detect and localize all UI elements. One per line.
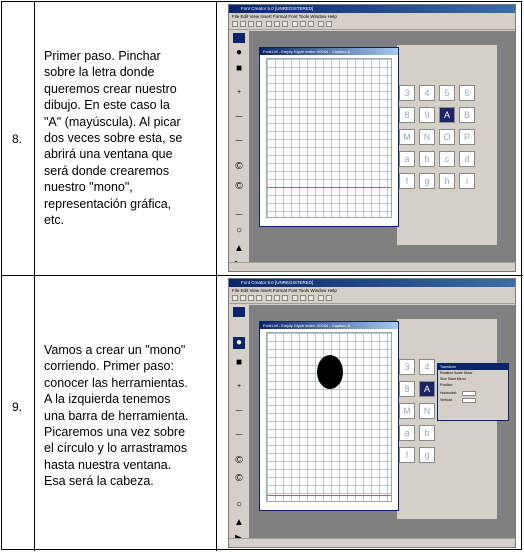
transform-dialog [437, 363, 509, 421]
dialog-section-label: Position [440, 383, 453, 387]
glyph-cell[interactable]: M [399, 403, 415, 419]
circle-tool-icon: ○ [235, 499, 243, 510]
circle-tool-icon: ○ [235, 225, 243, 236]
tab-scale[interactable]: Scale [454, 371, 463, 375]
tab-size[interactable]: Size [440, 377, 447, 381]
plus-tool-icon: + [236, 383, 242, 390]
glyph-cell[interactable]: 8 [399, 381, 415, 397]
glyph-cell[interactable]: h [439, 173, 455, 189]
number-column-divider [34, 2, 35, 551]
glyph-cell[interactable]: g [419, 173, 435, 189]
head-circle-shape[interactable] [317, 355, 343, 389]
tab-rotation[interactable]: Rotation [440, 371, 454, 375]
glyph-cell[interactable]: N [419, 403, 435, 419]
row-divider [2, 275, 523, 276]
registered-tool-icon: © [235, 473, 243, 484]
app-titlebar [229, 5, 515, 13]
toolbar [229, 294, 515, 304]
triangle-tool-icon: ▲ [234, 517, 244, 528]
glyph-cell[interactable]: d [459, 151, 475, 167]
glyph-window-titlebar [260, 322, 398, 329]
glyph-cell[interactable]: a [399, 425, 415, 441]
glyph-window-title: Font1.ttf - Empty Glyph index: 00034 - Caption: A [263, 323, 351, 328]
glyph-cell[interactable]: 4 [419, 85, 435, 101]
glyph-cell-selected[interactable]: A [419, 381, 435, 397]
workspace [249, 31, 515, 263]
status-bar [229, 538, 515, 547]
glyph-cell[interactable]: b [419, 425, 435, 441]
drawing-toolbar [231, 31, 247, 263]
ellipse-tool-icon[interactable]: ● [233, 337, 245, 349]
app-titlebar [229, 279, 515, 287]
menu-items: File Edit View Insert Format Font Tools Window Help [232, 288, 337, 293]
dialog-tabs-row-1 [440, 371, 506, 376]
drawing-toolbar [231, 305, 247, 539]
tab-mirror[interactable]: Mirror [456, 377, 466, 381]
copyright-tool-icon: © [235, 455, 243, 466]
glyph-cell[interactable]: b [419, 151, 435, 167]
vertical-label: Vertical: [440, 398, 453, 402]
menu-bar [229, 287, 515, 294]
tool-select-icon [233, 33, 245, 43]
line-tool-icon: — [235, 113, 243, 120]
menu-items: File Edit View Insert Format Font Tools Window Help [232, 14, 337, 19]
step-number: 9. [12, 400, 23, 414]
toolbar [229, 20, 515, 30]
step-description: Primer paso. Pinchar sobre la letra donde queremos crear nuestro dibujo. En este caso la "A" (mayúscula). Al picar dos veces sobre esta, se abrirá una ventana que será donde crearemos nuestro "mono", representación gráfica, etc. [44, 49, 183, 228]
horizontal-label: Horizontal: [440, 391, 457, 395]
dialog-titlebar [438, 364, 508, 370]
glyph-cell[interactable]: B [459, 107, 475, 123]
glyph-cell[interactable]: 4 [419, 359, 435, 375]
glyph-edit-window [259, 47, 399, 227]
glyph-cell[interactable]: 3 [399, 359, 415, 375]
ellipse-tool-icon: ● [235, 47, 243, 58]
dialog-title: Transform [440, 365, 456, 369]
status-bar [229, 262, 515, 271]
glyph-window-title: Font1.ttf - Empty Glyph index: 00034 - Caption: A [263, 49, 351, 54]
step-number: 8. [12, 132, 23, 146]
copyright-tool-icon: © [235, 161, 243, 172]
glyph-cell[interactable]: 8 [399, 107, 415, 123]
plus-tool-icon: + [236, 89, 242, 96]
registered-tool-icon: © [235, 181, 243, 192]
glyph-cell[interactable]: N [419, 129, 435, 145]
minus-tool-icon: — [235, 137, 243, 144]
rectangle-tool-icon: ■ [235, 357, 243, 368]
glyph-cell[interactable]: f [399, 173, 415, 189]
rectangle-tool-icon: ■ [235, 63, 243, 74]
app-title: Font Creator 5.0 [UNREGISTERED] [241, 6, 314, 11]
glyph-cell[interactable]: f [399, 447, 415, 463]
line-tool-icon: — [235, 407, 243, 414]
tool-select-icon [233, 307, 245, 317]
screenshot-step-8 [228, 4, 516, 272]
glyph-cell[interactable]: P [459, 129, 475, 145]
step-description: Vamos a crear un "mono" corriendo. Primer paso: conocer las herramientas. A la izquierda tenemos una barra de herramienta. Picaremos una vez sobre el círculo y lo arrastramos hasta nuestra ventana. Esa será la cabeza. [44, 343, 189, 489]
character-map [397, 45, 497, 245]
glyph-cell[interactable]: a [399, 151, 415, 167]
glyph-cell-selected[interactable]: A [439, 107, 455, 123]
vertical-field[interactable] [462, 398, 476, 403]
glyph-cell[interactable]: 6 [459, 85, 475, 101]
tab-skew[interactable]: Skew [463, 371, 473, 375]
glyph-cell[interactable]: 5 [439, 85, 455, 101]
glyph-grid[interactable] [266, 58, 392, 218]
glyph-cell[interactable]: O [439, 129, 455, 145]
baseline-guide [267, 495, 391, 496]
horizontal-field[interactable] [462, 391, 476, 396]
glyph-window-titlebar [260, 48, 398, 55]
glyph-cell[interactable]: c [439, 151, 455, 167]
screenshot-step-9 [228, 278, 516, 548]
line-tool-icon: — [235, 211, 243, 218]
glyph-cell[interactable]: i [459, 173, 475, 189]
glyph-cell[interactable]: 3 [399, 85, 415, 101]
menu-bar [229, 13, 515, 20]
app-title: Font Creator 5.0 [UNREGISTERED] [241, 280, 314, 285]
glyph-cell[interactable]: 9 [419, 107, 435, 123]
workspace [249, 305, 515, 539]
tab-slant[interactable]: Slant [447, 377, 456, 381]
minus-tool-icon: — [235, 431, 243, 438]
triangle-tool-icon: ▲ [234, 243, 244, 254]
glyph-cell[interactable]: g [419, 447, 435, 463]
dialog-tabs-row-2 [440, 377, 506, 382]
baseline-guide [267, 187, 391, 188]
glyph-grid[interactable] [266, 332, 392, 502]
glyph-cell[interactable]: M [399, 129, 415, 145]
text-column-divider [216, 2, 217, 551]
glyph-edit-window [259, 321, 399, 511]
